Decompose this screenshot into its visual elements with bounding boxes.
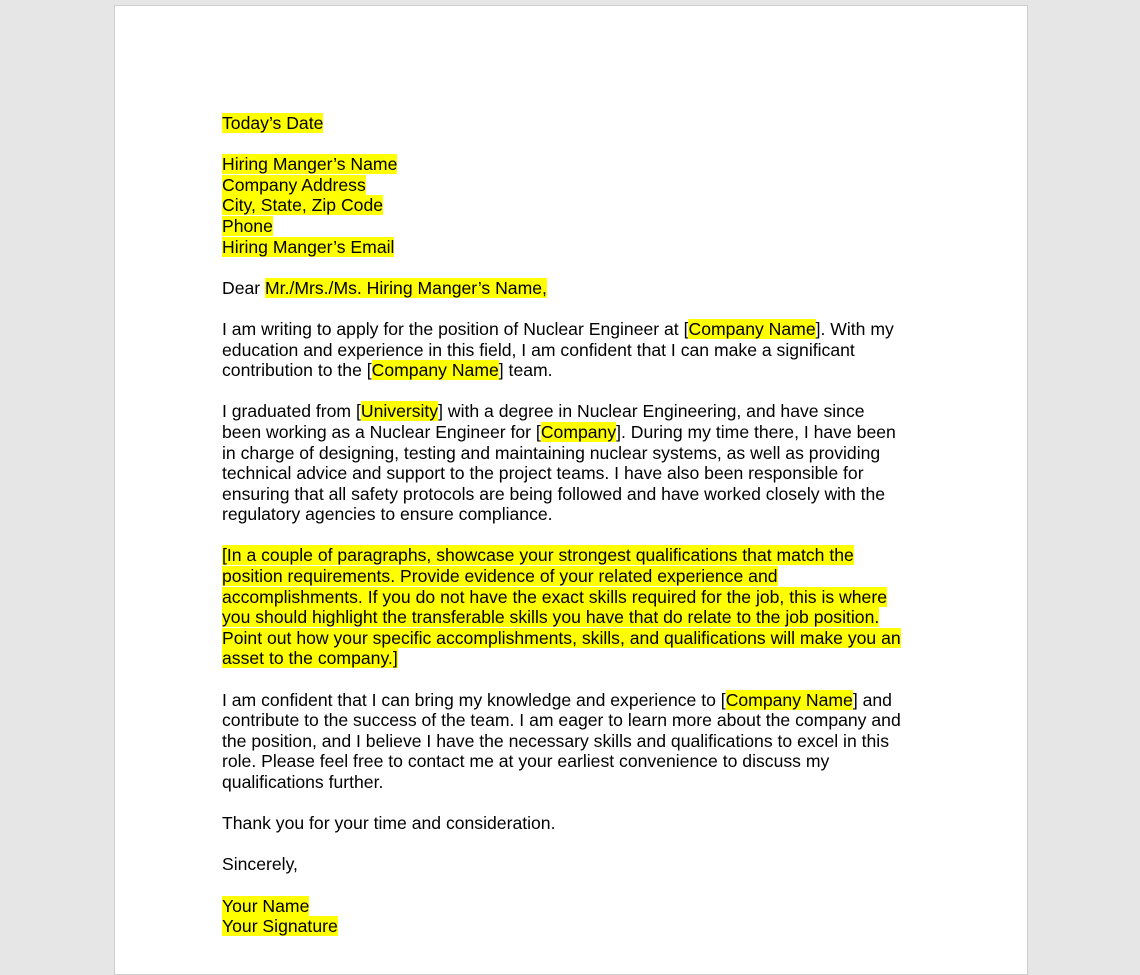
placeholder-line: accomplishments. If you do not have the exact skills required for the job, this is where — [222, 586, 887, 607]
text-line: education and experience in this field, I am confident that I can make a significant — [222, 339, 855, 360]
text-line: contribute to the success of the team. I am eager to learn more about the company and — [222, 710, 901, 731]
company-name-placeholder: Company Name — [371, 360, 499, 381]
text-run: ] with a degree in Nuclear Engineering, and have since — [438, 401, 865, 422]
text-run: I graduated from [ — [222, 401, 361, 422]
placeholder-line: [In a couple of paragraphs, showcase your strongest qualifications that match the — [222, 545, 854, 566]
company-name-placeholder: Company Name — [688, 318, 816, 339]
paragraph-qualifications-placeholder — [222, 545, 927, 669]
text-run: contribution to the [ — [222, 360, 372, 381]
your-signature-placeholder: Your Signature — [222, 916, 338, 937]
text-line: role. Please feel free to contact me at your earliest convenience to discuss my — [222, 751, 830, 772]
placeholder-line: Point out how your specific accomplishments, skills, and qualifications will make you an — [222, 627, 901, 648]
signature-block — [222, 896, 927, 937]
paragraph-intro — [222, 319, 927, 381]
company-placeholder: Company — [540, 421, 617, 442]
salutation-name: Mr./Mrs./Ms. Hiring Manger’s Name, — [265, 277, 547, 298]
thank-you-line — [222, 813, 927, 834]
salutation — [222, 278, 927, 299]
salutation-prefix: Dear — [222, 277, 266, 298]
placeholder-line: asset to the company.] — [222, 648, 398, 669]
recipient-name: Hiring Manger’s Name — [222, 154, 398, 175]
university-placeholder: University — [360, 401, 439, 422]
recipient-email: Hiring Manger’s Email — [222, 236, 395, 257]
text-line: the position, and I believe I have the necessary skills and qualifications to excel in this — [222, 730, 889, 751]
placeholder-line: you should highlight the transferable skills you have that do relate to the job position. — [222, 607, 880, 628]
your-name-placeholder: Your Name — [222, 895, 310, 916]
text-run: ] and — [852, 689, 892, 710]
recipient-block — [222, 154, 927, 257]
text-run: ]. With my — [815, 318, 894, 339]
paragraph-background — [222, 401, 927, 525]
complimentary-close — [222, 854, 927, 875]
text-run: been working as a Nuclear Engineer for [ — [222, 421, 541, 442]
letter-body — [222, 113, 927, 957]
text-run: I am writing to apply for the position of Nuclear Engineer at [ — [222, 318, 689, 339]
text-line: technical advice and support to the project teams. I have also been responsible for — [222, 463, 864, 484]
recipient-address: Company Address — [222, 174, 366, 195]
thank-you-text: Thank you for your time and consideration. — [222, 813, 556, 834]
text-line: qualifications further. — [222, 772, 384, 792]
text-line: in charge of designing, testing and maintaining nuclear systems, as well as providing — [222, 442, 881, 463]
placeholder-line: position requirements. Provide evidence of your related experience and — [222, 566, 778, 587]
text-run: ] team. — [498, 360, 553, 381]
text-line: ensuring that all safety protocols are being followed and have worked closely with the — [222, 483, 886, 504]
date-placeholder: Today’s Date — [222, 113, 324, 133]
closing-text: Sincerely, — [222, 854, 298, 875]
document-page — [114, 5, 1028, 975]
recipient-city-state-zip: City, State, Zip Code — [222, 195, 384, 216]
text-run: I am confident that I can bring my knowledge and experience to [ — [222, 689, 726, 710]
company-name-placeholder: Company Name — [725, 689, 853, 710]
date-block — [222, 113, 927, 134]
text-line: regulatory agencies to ensure compliance. — [222, 504, 553, 525]
text-run: ]. During my time there, I have been — [616, 421, 896, 442]
recipient-phone: Phone — [222, 215, 273, 236]
paragraph-closing — [222, 690, 927, 793]
